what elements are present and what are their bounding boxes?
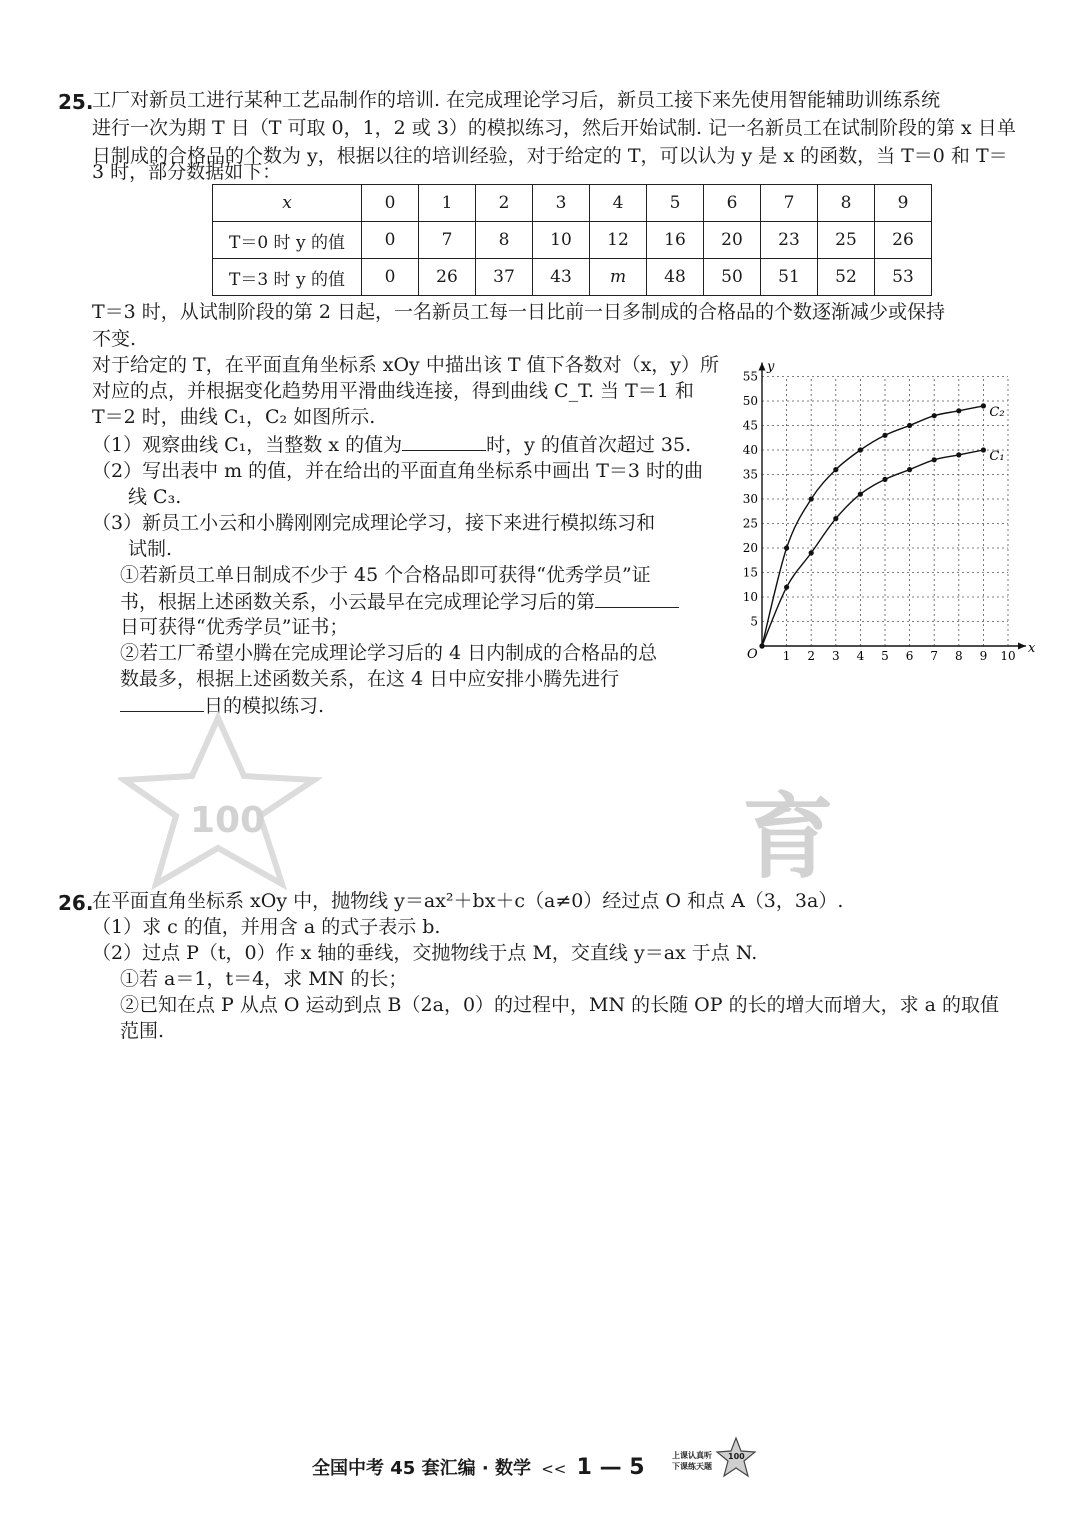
x-axis-label: x [1028, 641, 1036, 656]
y-tick-label: 40 [742, 443, 758, 457]
data-point [858, 492, 863, 497]
table-cell: 53 [875, 259, 932, 296]
data-point [932, 413, 937, 418]
table-cell: 0 [362, 222, 419, 259]
part-3-2-text: 日的模拟练习. [204, 695, 325, 717]
q26-number: 26. [58, 891, 94, 915]
x-tick-label: 10 [1000, 649, 1016, 662]
q26-line-4: ①若 a＝1，t＝4，求 MN 的长； [120, 968, 408, 990]
part-1 [92, 430, 691, 459]
table-cell: 8 [476, 222, 533, 259]
table-cell: 52 [818, 259, 875, 296]
table-cell: 37 [476, 259, 533, 296]
table-cell: 1 [419, 185, 476, 222]
table-cell: 7 [419, 222, 476, 259]
y-tick-label: 10 [742, 590, 758, 604]
q26-line-5: ②已知在点 P 从点 O 运动到点 B（2a，0）的过程中，MN 的长随 OP 的长的增大而增大，求 a 的取值 [120, 994, 999, 1016]
table-cell: 48 [647, 259, 704, 296]
footer-title: 全国中考 45 套汇编 · 数学 [312, 1458, 531, 1479]
q26-line-3: （2）过点 P（t，0）作 x 轴的垂线，交抛物线于点 M，交直线 y＝ax 于点 N. [92, 942, 758, 964]
table-cell: 5 [647, 185, 704, 222]
data-point [784, 545, 789, 550]
data-point [858, 447, 863, 452]
part-1-post: 时，y 的值首次超过 35. [486, 434, 692, 456]
table-cell: 43 [533, 259, 590, 296]
q25-line-3: 日制成的合格品的个数为 y，根据以往的培训经验，对于给定的 T，可以认为 y 是 x 的函数，当 T＝0 和 T＝ [92, 145, 1008, 167]
table-cell: m [590, 259, 647, 296]
data-point [809, 550, 814, 555]
table-cell: x [213, 185, 362, 222]
y-tick-label: 30 [742, 492, 758, 506]
data-table [212, 184, 932, 296]
after-table-line-2: 不变. [92, 328, 137, 350]
table-cell: 23 [761, 222, 818, 259]
data-point [932, 457, 937, 462]
y-axis-arrow [759, 363, 766, 371]
table-cell: 0 [362, 185, 419, 222]
data-point [882, 433, 887, 438]
data-point [956, 452, 961, 457]
table-cell: T＝0 时 y 的值 [213, 222, 362, 259]
x-tick-label: 6 [905, 649, 914, 662]
part-3-line-2: 试制. [128, 538, 173, 560]
x-tick-label: 7 [930, 649, 939, 662]
part-3-1-line-3: 日可获得“优秀学员”证书； [120, 616, 349, 638]
q26-line-6: 范围. [120, 1020, 165, 1042]
table-cell: 26 [419, 259, 476, 296]
x-tick-label: 8 [954, 649, 963, 662]
y-tick-label: 35 [742, 467, 758, 482]
x-tick-label: 4 [856, 649, 865, 662]
footer-motto [672, 1450, 712, 1472]
table-cell: 6 [704, 185, 761, 222]
y-tick-label: 20 [742, 541, 758, 555]
y-axis-label: y [767, 359, 775, 375]
table-cell: 26 [875, 222, 932, 259]
table-row [213, 259, 932, 296]
part-3-1-line-1: ①若新员工单日制成不少于 45 个合格品即可获得“优秀学员”证 [120, 564, 651, 586]
y-tick-label: 55 [742, 369, 758, 384]
desc-line-1: 对于给定的 T，在平面直角坐标系 xOy 中描出该 T 值下各数对（x，y）所 [92, 354, 720, 376]
series-line [762, 406, 983, 646]
table-cell: 20 [704, 222, 761, 259]
watermark-logo-text: 100 [190, 800, 266, 841]
data-point [907, 467, 912, 472]
data-point [981, 403, 986, 408]
footer-motto-1: 上课认真听 [672, 1451, 712, 1460]
q25-line-1: 工厂对新员工进行某种工艺品制作的培训. 在完成理论学习后，新员工接下来先使用智能辅助训练系统 [92, 89, 941, 111]
watermark-text: 育 [742, 784, 835, 891]
table-cell: 10 [533, 222, 590, 259]
x-tick-label: 1 [782, 649, 791, 662]
y-tick-label: 25 [742, 516, 758, 531]
q26-line-1: 在平面直角坐标系 xOy 中，抛物线 y＝ax²＋bx＋c（a≠0）经过点 O 和点 A（3，3a）. [92, 890, 844, 912]
footer-arrows: << [541, 1460, 567, 1478]
data-point [809, 496, 814, 501]
q26-line-2: （1）求 c 的值，并用含 a 的式子表示 b. [92, 916, 441, 938]
table-cell: 16 [647, 222, 704, 259]
x-tick-label: 5 [881, 649, 889, 662]
table-cell: 50 [704, 259, 761, 296]
coordinate-chart [736, 346, 1040, 662]
x-tick-label: 9 [979, 649, 988, 662]
table-cell: 4 [590, 185, 647, 222]
table-cell: 25 [818, 222, 875, 259]
data-point [833, 467, 838, 472]
part-2-line-2: 线 C₃. [128, 486, 182, 508]
data-point [882, 477, 887, 482]
y-tick-label: 15 [742, 565, 758, 580]
answer-blank[interactable] [595, 587, 679, 608]
table-cell: 7 [761, 185, 818, 222]
data-point [907, 423, 912, 428]
data-point [833, 516, 838, 521]
desc-line-3: T＝2 时，曲线 C₁，C₂ 如图所示. [92, 406, 376, 428]
table-cell: 12 [590, 222, 647, 259]
data-point [759, 643, 764, 648]
part-3-1-line-2 [120, 587, 679, 616]
part-3-line-1: （3）新员工小云和小腾刚刚完成理论学习，接下来进行模拟练习和 [92, 512, 656, 534]
y-tick-label: 45 [742, 418, 758, 433]
desc-line-2: 对应的点，并根据变化趋势用平滑曲线连接，得到曲线 C_T. 当 T＝1 和 [92, 380, 694, 402]
q25-line-2: 进行一次为期 T 日（T 可取 0，1，2 或 3）的模拟练习，然后开始试制. 记一名新员工在试制阶段的第 x 日单 [92, 117, 1016, 139]
table-cell: 3 [533, 185, 590, 222]
footer-motto-2: 下课练天题 [672, 1462, 712, 1471]
footer [312, 1454, 645, 1480]
q25-number: 25. [58, 90, 94, 114]
table-cell: 9 [875, 185, 932, 222]
x-tick-label: 2 [807, 649, 816, 662]
part-2-line-1: （2）写出表中 m 的值，并在给出的平面直角坐标系中画出 T＝3 时的曲 [92, 460, 704, 482]
data-point [784, 585, 789, 590]
part-3-1-text: 书，根据上述函数关系，小云最早在完成理论学习后的第 [120, 591, 596, 613]
table-cell: 8 [818, 185, 875, 222]
table-cell: 2 [476, 185, 533, 222]
after-table-line-1: T＝3 时，从试制阶段的第 2 日起，一名新员工每一日比前一日多制成的合格品的个数逐渐减少或保持 [92, 301, 945, 323]
series-label: C₁ [989, 449, 1005, 464]
part-3-2-line-1: ②若工厂希望小腾在完成理论学习后的 4 日内制成的合格品的总 [120, 642, 658, 664]
table-cell: T＝3 时 y 的值 [213, 259, 362, 296]
origin-label: O [747, 647, 758, 662]
part-3-2-line-2: 数最多，根据上述函数关系，在这 4 日中应安排小腾先进行 [120, 668, 620, 690]
table-cell: 51 [761, 259, 818, 296]
x-axis-arrow [1018, 643, 1026, 650]
table-row [213, 222, 932, 259]
footer-logo-text: 100 [728, 1452, 745, 1461]
data-point [956, 408, 961, 413]
y-tick-label: 5 [750, 614, 758, 629]
y-tick-label: 50 [742, 394, 758, 408]
footer-page: 1 — 5 [576, 1455, 645, 1480]
answer-blank[interactable] [402, 430, 486, 451]
table-cell: 0 [362, 259, 419, 296]
q25-line-4: 3 时，部分数据如下： [92, 161, 282, 183]
series-label: C₂ [989, 404, 1005, 420]
data-point [981, 447, 986, 452]
part-1-pre: （1）观察曲线 C₁，当整数 x 的值为 [92, 434, 403, 456]
table-header-row [213, 185, 932, 222]
x-tick-label: 3 [831, 649, 840, 662]
